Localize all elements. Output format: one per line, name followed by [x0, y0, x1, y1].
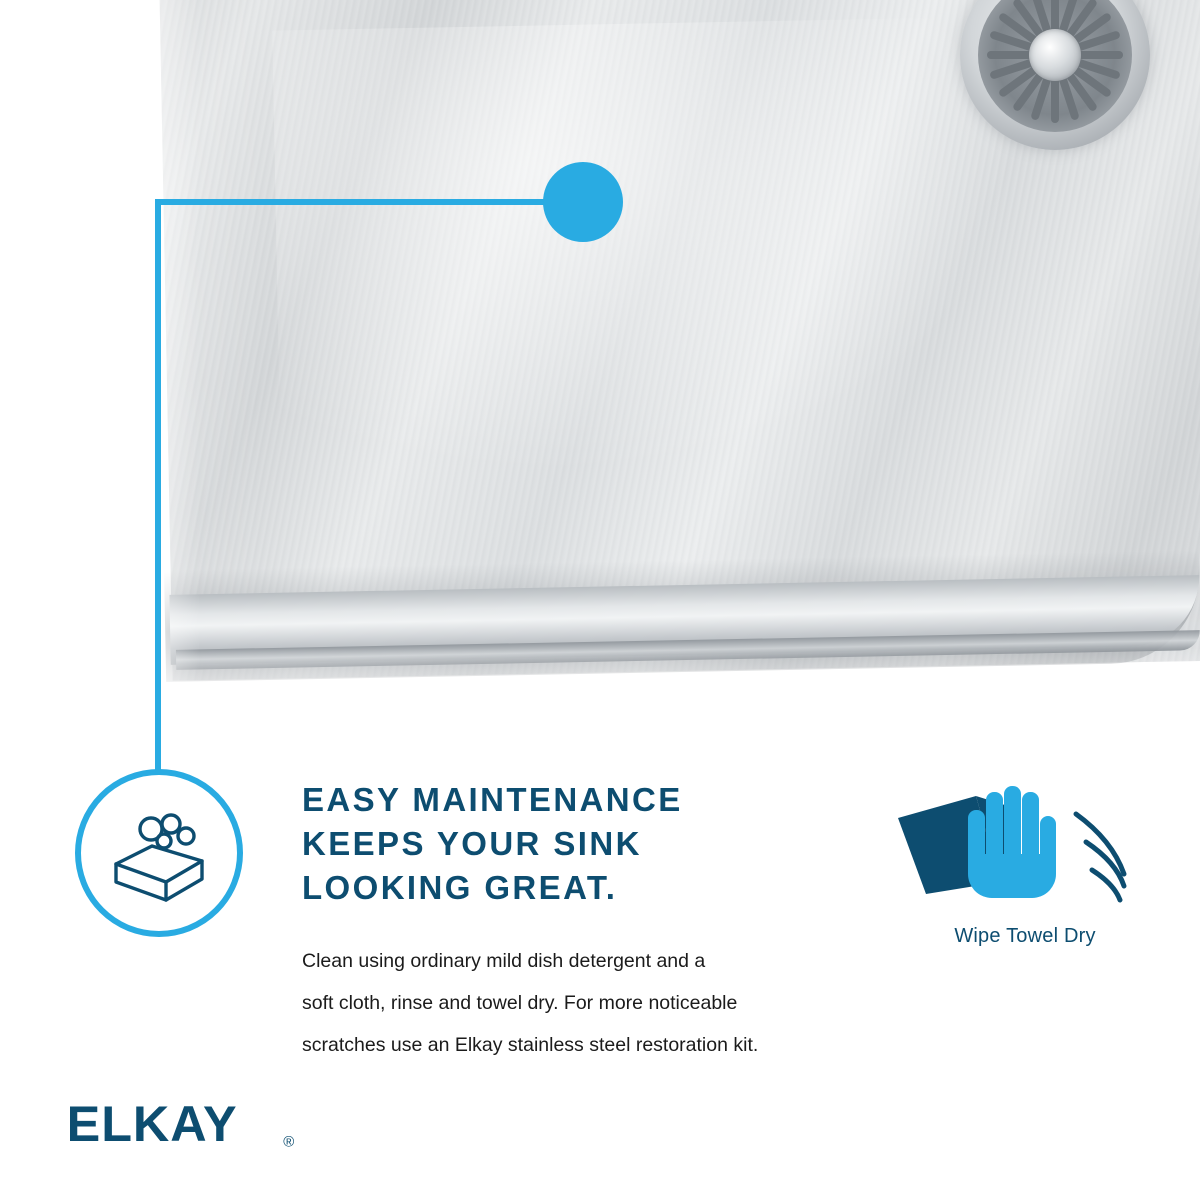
registered-mark: ® — [283, 1133, 295, 1151]
body-copy — [302, 940, 902, 1066]
wipe-towel-graphic — [880, 770, 1170, 970]
headline-line-3: LOOKING GREAT. — [302, 869, 618, 906]
drain-center-hub — [1029, 29, 1081, 81]
wipe-caption: Wipe Towel Dry — [954, 925, 1096, 947]
page-title — [302, 778, 922, 910]
elkay-logo — [58, 1098, 318, 1154]
logo-wordmark: ELKAY — [66, 1098, 238, 1152]
hand-wiping-towel-icon — [880, 770, 1170, 930]
headline-line-1: EASY MAINTENANCE — [302, 781, 683, 818]
body-line-2: soft cloth, rinse and towel dry. For more noticeable — [302, 992, 738, 1014]
photo-left-fade — [110, 0, 200, 700]
photo-bottom-fade — [0, 648, 1200, 760]
sponge-badge — [72, 766, 246, 940]
drain-strainer-icon — [978, 0, 1132, 132]
headline-line-2: KEEPS YOUR SINK — [302, 825, 642, 862]
body-line-3: scratches use an Elkay stainless steel restoration kit. — [302, 1034, 759, 1056]
body-line-1: Clean using ordinary mild dish detergent and a — [302, 950, 706, 972]
